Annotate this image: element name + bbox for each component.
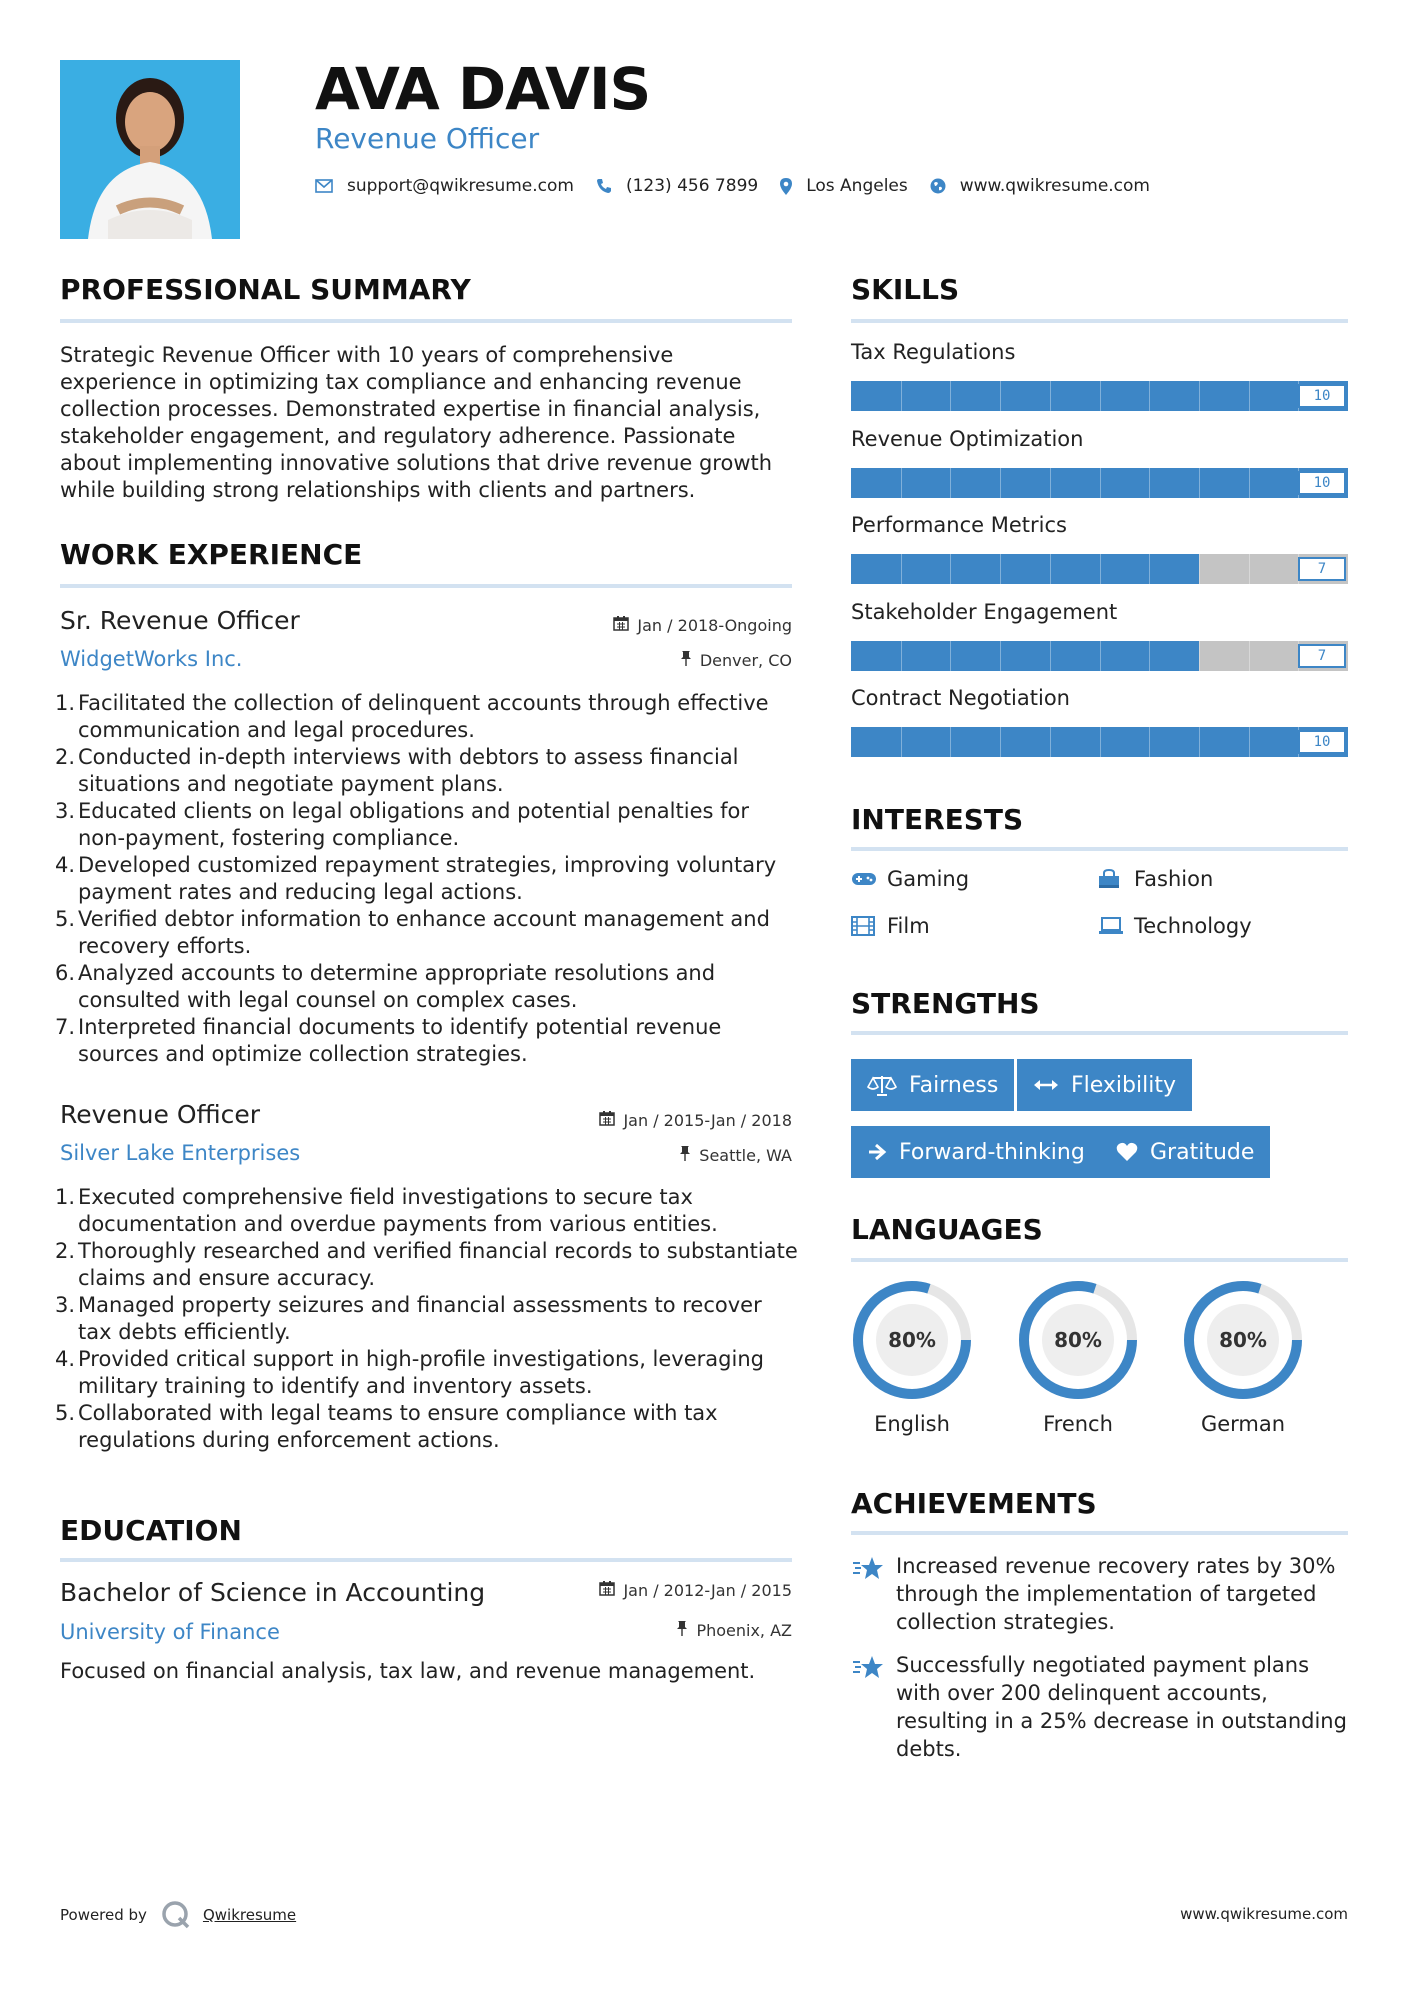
strengths-divider <box>851 1031 1348 1035</box>
strength-badge <box>1100 1126 1270 1178</box>
skills-heading: SKILLS <box>851 273 960 306</box>
interest-item <box>851 914 930 938</box>
skill-bar-segment <box>1000 641 1001 671</box>
achievement-text: Successfully negotiated payment plans with over 200 delinquent accounts, resulting in a 25% decrease in outstanding debts. <box>896 1653 1347 1761</box>
contact-location: Los Angeles <box>806 176 908 196</box>
achievements-divider <box>851 1531 1348 1535</box>
skill-bar-segment <box>950 381 951 411</box>
skill-bar <box>851 468 1348 498</box>
summary-text: Strategic Revenue Officer with 10 years of comprehensive experience in optimizing tax compliance and enhancing revenue collection processes. Demonstrated expertise in financial analysis, stakeholder engagement, and regulatory adherence. Passionate about implementing innovative solutions that drive revenue growth while building strong relationships with clients and partners. <box>60 343 773 502</box>
skill-bar-segment <box>1000 554 1001 584</box>
skill-bar-segment <box>1050 727 1051 757</box>
experience-heading: WORK EXPERIENCE <box>60 538 363 571</box>
list-item: 1. Facilitated the collection of delinquent accounts through effective communication and legal procedures. <box>55 691 769 742</box>
list-item: 3. Educated clients on legal obligations and potential penalties for non-payment, fostering compliance. <box>55 799 749 850</box>
contact-bar <box>315 176 1172 196</box>
skill-value: 10 <box>1298 730 1346 754</box>
skill-bar-segment <box>1149 468 1150 498</box>
skill-bar-segment <box>901 727 902 757</box>
contact-phone[interactable]: (123) 456 7899 <box>625 176 759 196</box>
language-percent: 80% <box>888 1328 936 1352</box>
skill-bar-segment <box>1149 727 1150 757</box>
skill-bar-segment <box>1199 554 1200 584</box>
education-dates <box>599 1580 792 1600</box>
job-dates <box>599 1110 792 1130</box>
skill-bar-segment <box>1249 468 1250 498</box>
interests-divider <box>851 847 1348 851</box>
skill-value: 7 <box>1298 557 1346 581</box>
heart-icon <box>1116 1142 1138 1162</box>
strength-badge <box>851 1126 1101 1178</box>
star-award-icon <box>851 1653 885 1688</box>
skill-bar-segment <box>901 381 902 411</box>
job-location <box>680 650 792 670</box>
list-item: 2. Conducted in-depth interviews with debtors to assess financial situations and negotiate payment plans. <box>55 745 739 796</box>
contact-website[interactable]: www.qwikresume.com <box>959 176 1150 196</box>
experience-divider <box>60 584 792 588</box>
job-location-text: Seattle, WA <box>699 1145 792 1165</box>
skill-value: 10 <box>1298 384 1346 408</box>
list-item: 6. Analyzed accounts to determine appropriate resolutions and consulted with legal counsel on complex cases. <box>55 961 716 1012</box>
skill-bar <box>851 554 1348 584</box>
interest-label: Gaming <box>887 867 970 891</box>
powered-by-text: Powered by <box>60 1906 147 1924</box>
skill-bar-segment <box>901 468 902 498</box>
skill-bar-segment <box>1149 381 1150 411</box>
list-item: 3. Managed property seizures and financial assessments to recover tax debts efficiently. <box>55 1293 762 1344</box>
skill-bar-segment <box>1199 468 1200 498</box>
languages-divider <box>851 1258 1348 1262</box>
job-company: WidgetWorks Inc. <box>60 647 243 671</box>
skill-bar-fill <box>851 641 1199 671</box>
calendar-icon <box>613 615 629 635</box>
list-item: 7. Interpreted financial documents to identify potential revenue sources and optimize collection strategies. <box>55 1015 722 1066</box>
strengths-heading: STRENGTHS <box>851 987 1040 1020</box>
language-ring <box>851 1279 973 1401</box>
skill-bar-segment <box>1050 381 1051 411</box>
calendar-icon <box>599 1580 615 1600</box>
arrow-right-icon <box>867 1142 887 1162</box>
balance-scale-icon <box>867 1074 897 1096</box>
language-percent: 80% <box>1219 1328 1267 1352</box>
skill-bar-segment <box>1100 727 1101 757</box>
job-dates <box>613 615 792 635</box>
skill-bar-fill <box>851 554 1199 584</box>
skill-name: Performance Metrics <box>851 513 1067 537</box>
candidate-title: Revenue Officer <box>315 122 540 155</box>
summary-divider <box>60 319 792 323</box>
footer-site[interactable]: www.qwikresume.com <box>1180 1905 1348 1923</box>
school-name: University of Finance <box>60 1620 280 1644</box>
skill-bar-segment <box>1199 381 1200 411</box>
qwikresume-logo-icon <box>161 1900 191 1930</box>
job-bullets <box>55 1184 800 1454</box>
interest-label: Fashion <box>1134 867 1214 891</box>
education-location <box>676 1620 792 1640</box>
skill-bar-segment <box>1249 381 1250 411</box>
education-description: Focused on financial analysis, tax law, and revenue management. <box>60 1659 756 1683</box>
summary-heading: PROFESSIONAL SUMMARY <box>60 273 471 306</box>
skill-bar-segment <box>1199 727 1200 757</box>
shopping-bag-icon <box>1098 869 1134 889</box>
star-award-icon <box>851 1554 885 1589</box>
pushpin-icon <box>680 650 692 670</box>
skill-bar-segment <box>1000 727 1001 757</box>
skill-bar-segment <box>1249 727 1250 757</box>
skill-bar-segment <box>1199 641 1200 671</box>
skill-bar-segment <box>950 727 951 757</box>
skill-value: 10 <box>1298 471 1346 495</box>
achievement-item <box>851 1552 1348 1636</box>
interest-item <box>1098 914 1252 938</box>
education-dates-text: Jan / 2012-Jan / 2015 <box>623 1580 792 1600</box>
skill-bar-segment <box>1149 641 1150 671</box>
achievements-heading: ACHIEVEMENTS <box>851 1487 1097 1520</box>
contact-email[interactable]: support@qwikresume.com <box>347 176 574 196</box>
language-name: French <box>1043 1412 1113 1436</box>
job-title: Sr. Revenue Officer <box>60 606 300 635</box>
job-dates-text: Jan / 2018-Ongoing <box>637 615 792 635</box>
language-ring <box>1017 1279 1139 1401</box>
skill-bar-segment <box>901 554 902 584</box>
interest-label: Technology <box>1134 914 1252 938</box>
skill-bar <box>851 641 1348 671</box>
language-ring <box>1182 1279 1304 1401</box>
job-title: Revenue Officer <box>60 1100 261 1129</box>
education-divider <box>60 1558 792 1562</box>
globe-icon <box>930 178 946 194</box>
education-heading: EDUCATION <box>60 1514 242 1547</box>
film-icon <box>851 916 887 936</box>
arrows-horizontal-icon <box>1033 1078 1059 1092</box>
skill-name: Stakeholder Engagement <box>851 600 1118 624</box>
skill-bar-segment <box>1100 641 1101 671</box>
job-location-text: Denver, CO <box>699 650 792 670</box>
job-location <box>679 1145 792 1165</box>
skill-name: Revenue Optimization <box>851 427 1084 451</box>
strength-label: Gratitude <box>1150 1139 1255 1165</box>
strength-badge <box>851 1059 1014 1111</box>
laptop-icon <box>1098 917 1134 935</box>
interest-item <box>1098 867 1213 891</box>
brand-link[interactable]: Qwikresume <box>202 1906 297 1924</box>
skill-bar-segment <box>1050 641 1051 671</box>
skill-bar-segment <box>1249 641 1250 671</box>
skill-bar-segment <box>1100 381 1101 411</box>
skills-divider <box>851 319 1348 323</box>
map-marker-icon <box>780 178 792 195</box>
list-item: 5. Collaborated with legal teams to ensure compliance with tax regulations during enforcement actions. <box>55 1401 718 1452</box>
achievement-item <box>851 1651 1348 1763</box>
job-bullets <box>55 690 800 1068</box>
skill-bar-segment <box>950 554 951 584</box>
list-item: 1. Executed comprehensive field investigations to secure tax documentation and overdue payments from various entities. <box>55 1185 718 1236</box>
list-item: 4. Developed customized repayment strategies, improving voluntary payment rates and reducing legal actions. <box>55 853 777 904</box>
language-name: German <box>1200 1412 1286 1436</box>
skill-bar-segment <box>1149 554 1150 584</box>
language-name: English <box>874 1412 950 1436</box>
skill-bar <box>851 381 1348 411</box>
skill-bar-segment <box>1050 468 1051 498</box>
skill-bar-segment <box>950 468 951 498</box>
skill-value: 7 <box>1298 644 1346 668</box>
interest-label: Film <box>887 914 930 938</box>
phone-icon <box>596 178 612 194</box>
skill-name: Tax Regulations <box>851 340 1016 364</box>
skill-name: Contract Negotiation <box>851 686 1070 710</box>
calendar-icon <box>599 1110 615 1130</box>
strength-label: Fairness <box>909 1072 999 1098</box>
skill-bar-segment <box>1100 554 1101 584</box>
degree-title: Bachelor of Science in Accounting <box>60 1578 486 1607</box>
gamepad-icon <box>851 871 887 887</box>
languages-heading: LANGUAGES <box>851 1213 1043 1246</box>
candidate-name: AVA DAVIS <box>315 55 651 123</box>
language-percent: 80% <box>1054 1328 1102 1352</box>
interest-item <box>851 867 969 891</box>
skill-bar-segment <box>1249 554 1250 584</box>
interests-heading: INTERESTS <box>851 803 1024 836</box>
skill-bar-segment <box>1100 468 1101 498</box>
education-location-text: Phoenix, AZ <box>696 1620 792 1640</box>
profile-photo <box>60 60 240 239</box>
list-item: 5. Verified debtor information to enhance account management and recovery efforts. <box>55 907 770 958</box>
footer-powered-by <box>60 1900 296 1930</box>
strength-label: Forward-thinking <box>899 1139 1085 1165</box>
achievement-text: Increased revenue recovery rates by 30% through the implementation of targeted collection strategies. <box>896 1554 1336 1634</box>
skill-bar-segment <box>950 641 951 671</box>
pushpin-icon <box>676 1620 688 1640</box>
envelope-icon <box>315 179 333 193</box>
list-item: 4. Provided critical support in high-profile investigations, leveraging military training to identify and inventory assets. <box>55 1347 764 1398</box>
skill-bar-segment <box>901 641 902 671</box>
skill-bar-segment <box>1000 468 1001 498</box>
pushpin-icon <box>679 1145 691 1165</box>
skill-bar-segment <box>1000 381 1001 411</box>
skill-bar <box>851 727 1348 757</box>
strength-label: Flexibility <box>1071 1072 1176 1098</box>
strength-badge <box>1017 1059 1192 1111</box>
job-company: Silver Lake Enterprises <box>60 1141 301 1165</box>
list-item: 2. Thoroughly researched and verified financial records to substantiate claims and ensure accuracy. <box>55 1239 798 1290</box>
skill-bar-segment <box>1050 554 1051 584</box>
job-dates-text: Jan / 2015-Jan / 2018 <box>623 1110 792 1130</box>
